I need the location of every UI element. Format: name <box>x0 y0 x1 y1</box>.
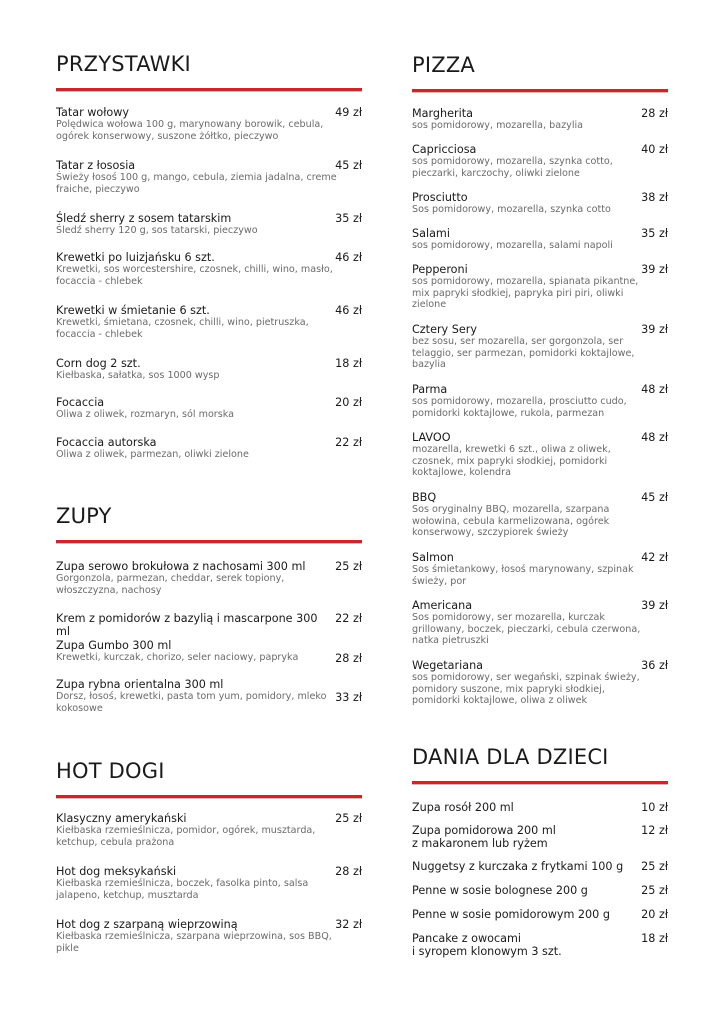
item-price: 46 zł <box>335 251 362 264</box>
section-pizza <box>412 51 668 707</box>
item-price: 40 zł <box>641 143 668 156</box>
item-price: 36 zł <box>641 659 668 672</box>
menu-item <box>412 491 668 539</box>
menu-item <box>56 639 362 664</box>
menu-item <box>412 431 668 479</box>
item-price: 42 zł <box>641 551 668 564</box>
section-przystawki <box>56 50 362 460</box>
item-name: Tatar z łososia <box>56 159 136 172</box>
item-name: Penne w sosie bolognese 200 g <box>412 884 588 897</box>
menu-item <box>412 599 668 647</box>
menu-item <box>412 908 668 921</box>
menu-item <box>56 357 362 382</box>
item-name: Zupa serowo brokułowa z nachosami 300 ml <box>56 560 306 573</box>
item-price: 18 zł <box>641 932 668 945</box>
item-description: Oliwa z oliwek, rozmaryn, sól morska <box>56 409 235 420</box>
item-price: 39 zł <box>641 323 668 336</box>
menu-item <box>56 106 362 142</box>
item-name: Krewetki w śmietanie 6 szt. <box>56 304 210 317</box>
item-name: Pancake z owocami i syropem klonowym 3 szt. <box>412 932 562 958</box>
item-description: Krewetki, sos worcestershire, czosnek, chilli, wino, masło, focaccia - chlebek <box>56 264 333 287</box>
menu-item <box>56 304 362 340</box>
menu-item <box>412 551 668 587</box>
item-description: Kiełbaska rzemieślnicza, pomidor, ogórek, musztarda, ketchup, cebula prażona <box>56 825 316 848</box>
item-price: 45 zł <box>641 491 668 504</box>
item-name: Americana <box>412 599 473 612</box>
menu-item <box>412 107 668 132</box>
menu-item <box>412 191 668 216</box>
item-name: Krewetki po luizjańsku 6 szt. <box>56 251 215 264</box>
section-title: PIZZA <box>412 53 475 77</box>
section-title: ZUPY <box>56 504 112 528</box>
item-price: 25 zł <box>641 860 668 873</box>
menu-item <box>412 801 668 814</box>
item-name: Parma <box>412 383 448 396</box>
item-description: sos pomidorowy, mozarella, szynka cotto, pieczarki, karczochy, oliwki zielone <box>412 156 613 179</box>
section-divider <box>412 89 668 92</box>
item-price: 48 zł <box>641 383 668 396</box>
item-name: Zupa pomidorowa 200 ml z makaronem lub ryżem <box>412 824 556 850</box>
item-price: 39 zł <box>641 263 668 276</box>
item-description: mozarella, krewetki 6 szt., oliwa z oliwek, czosnek, mix papryki słodkiej, pomidorki koktajlowe, kolendra <box>412 444 611 479</box>
menu-item <box>412 659 668 707</box>
item-name: Corn dog 2 szt. <box>56 357 141 370</box>
item-price: 25 zł <box>335 560 362 573</box>
item-price: 10 zł <box>641 801 668 814</box>
item-price: 46 zł <box>335 304 362 317</box>
item-price: 22 zł <box>335 612 362 625</box>
item-price: 33 zł <box>335 691 362 704</box>
menu-item <box>56 251 362 287</box>
item-price: 49 zł <box>335 106 362 119</box>
item-name: Krem z pomidorów z bazylią i mascarpone 300 ml <box>56 612 318 638</box>
item-description: sos pomidorowy, mozarella, bazylia <box>412 120 584 131</box>
item-name: Wegetariana <box>412 659 484 672</box>
item-name: Zupa rybna orientalna 300 ml <box>56 678 224 691</box>
item-name: Focaccia autorska <box>56 436 157 449</box>
item-description: Sos pomidorowy, ser mozarella, kurczak grillowany, boczek, pieczarki, cebula czerwona, natka pietruszki <box>412 612 641 647</box>
menu-item <box>412 884 668 897</box>
menu-item <box>56 678 362 714</box>
item-name: Zupa Gumbo 300 ml <box>56 639 172 652</box>
item-name: Margherita <box>412 107 473 120</box>
item-name: Śledź sherry z sosem tatarskim <box>56 212 232 225</box>
section-divider <box>412 781 668 784</box>
item-name: Tatar wołowy <box>56 106 130 119</box>
item-name: Zupa rosół 200 ml <box>412 801 514 814</box>
item-description: Sos pomidorowy, mozarella, szynka cotto <box>412 204 611 215</box>
item-price: 28 zł <box>641 107 668 120</box>
section-dania-dla-dzieci <box>412 743 668 958</box>
item-price: 25 zł <box>335 812 362 825</box>
item-price: 18 zł <box>335 357 362 370</box>
menu-item <box>56 159 362 195</box>
item-price: 39 zł <box>641 599 668 612</box>
item-name: Cztery Sery <box>412 323 477 336</box>
menu-item <box>56 560 362 596</box>
item-price: 28 zł <box>335 865 362 878</box>
item-name: LAVOO <box>412 431 451 444</box>
item-description: Sos oryginalny BBQ, mozarella, szarpana wołowina, cebula karmelizowana, ogórek konserwowy, szczypiorek świeży <box>412 504 610 539</box>
menu-item <box>56 865 362 901</box>
item-description: Sos śmietankowy, łosoś marynowany, szpinak świeży, por <box>412 564 634 587</box>
item-name: Penne w sosie pomidorowym 200 g <box>412 908 610 921</box>
menu-item <box>56 612 362 638</box>
item-price: 32 zł <box>335 918 362 931</box>
item-price: 38 zł <box>641 191 668 204</box>
item-name: Hot dog z szarpaną wieprzowiną <box>56 918 238 931</box>
item-name: Pepperoni <box>412 263 468 276</box>
item-description: Kiełbaska rzemieślnicza, szarpana wieprzowina, sos BBQ, pikle <box>56 931 332 954</box>
menu-item <box>412 227 668 252</box>
menu-item <box>412 824 668 850</box>
item-price: 20 zł <box>335 396 362 409</box>
item-name: Nuggetsy z kurczaka z frytkami 100 g <box>412 860 624 873</box>
item-price: 48 zł <box>641 431 668 444</box>
item-name: Focaccia <box>56 396 105 409</box>
item-description: Kiełbaska rzemieślnicza, boczek, fasolka pinto, salsa jalapeno, ketchup, musztarda <box>56 878 309 901</box>
item-price: 28 zł <box>335 652 362 665</box>
menu-item <box>412 383 668 419</box>
item-price: 45 zł <box>335 159 362 172</box>
section-divider <box>56 795 362 798</box>
item-name: Klasyczny amerykański <box>56 812 187 825</box>
item-price: 35 zł <box>335 212 362 225</box>
item-name: BBQ <box>412 491 437 504</box>
menu-item <box>412 323 668 371</box>
section-divider <box>56 88 362 91</box>
menu-item <box>56 812 362 848</box>
item-price: 22 zł <box>335 436 362 449</box>
section-divider <box>56 540 362 543</box>
section-title: HOT DOGI <box>56 759 165 783</box>
menu-item <box>412 932 668 958</box>
section-title: DANIA DLA DZIECI <box>412 745 609 769</box>
section-zupy <box>56 502 362 714</box>
item-description: sos pomidorowy, mozarella, salami napoli <box>412 240 613 251</box>
menu-item <box>56 212 362 237</box>
item-name: Capricciosa <box>412 143 477 156</box>
item-description: Krewetki, śmietana, czosnek, chilli, wino, pietruszka, focaccia - chlebek <box>56 317 309 340</box>
section-hot-dogi <box>56 757 362 954</box>
item-description: Świeży łosoś 100 g, mango, cebula, ziemia jadalna, creme fraiche, pieczywo <box>56 172 337 195</box>
item-description: sos pomidorowy, mozarella, prosciutto cudo, pomidorki koktajlowe, rukola, parmezan <box>412 396 627 419</box>
item-name: Salami <box>412 227 450 240</box>
item-description: Śledź sherry 120 g, sos tatarski, pieczywo <box>56 225 258 236</box>
menu-item <box>412 860 668 873</box>
menu-item <box>56 918 362 954</box>
menu-item <box>56 396 362 421</box>
item-description: Krewetki, kurczak, chorizo, seler naciowy, papryka <box>56 652 299 663</box>
item-name: Hot dog meksykański <box>56 865 177 878</box>
item-name: Salmon <box>412 551 454 564</box>
item-price: 12 zł <box>641 824 668 837</box>
menu-item <box>412 143 668 179</box>
item-price: 25 zł <box>641 884 668 897</box>
item-description: sos pomidorowy, mozarella, spianata pikantne, mix papryki słodkiej, papryka piri piri, oliwki zielone <box>412 276 639 311</box>
item-description: Gorgonzola, parmezan, cheddar, serek topiony, włoszczyzna, nachosy <box>56 573 285 596</box>
item-name: Prosciutto <box>412 191 468 204</box>
item-description: Dorsz, łosoś, krewetki, pasta tom yum, pomidory, mleko kokosowe <box>56 691 327 714</box>
item-price: 20 zł <box>641 908 668 921</box>
item-description: Polędwica wołowa 100 g, marynowany borowik, cebula, ogórek konserwowy, suszone żółtko, pieczywo <box>56 119 324 142</box>
item-description: sos pomidorowy, ser wegański, szpinak świeży, pomidory suszone, mix papryki słodkiej, pomidorki koktajlowe, oliwa z oliwek <box>412 672 640 707</box>
menu-item <box>412 263 668 311</box>
item-description: bez sosu, ser mozarella, ser gorgonzola, ser telaggio, ser parmezan, pomidorki koktajlowe, bazylia <box>412 336 635 371</box>
menu-item <box>56 436 362 461</box>
item-price: 35 zł <box>641 227 668 240</box>
section-title: PRZYSTAWKI <box>56 52 191 76</box>
item-description: Oliwa z oliwek, parmezan, oliwki zielone <box>56 449 249 460</box>
item-description: Kiełbaska, sałatka, sos 1000 wysp <box>56 370 220 381</box>
